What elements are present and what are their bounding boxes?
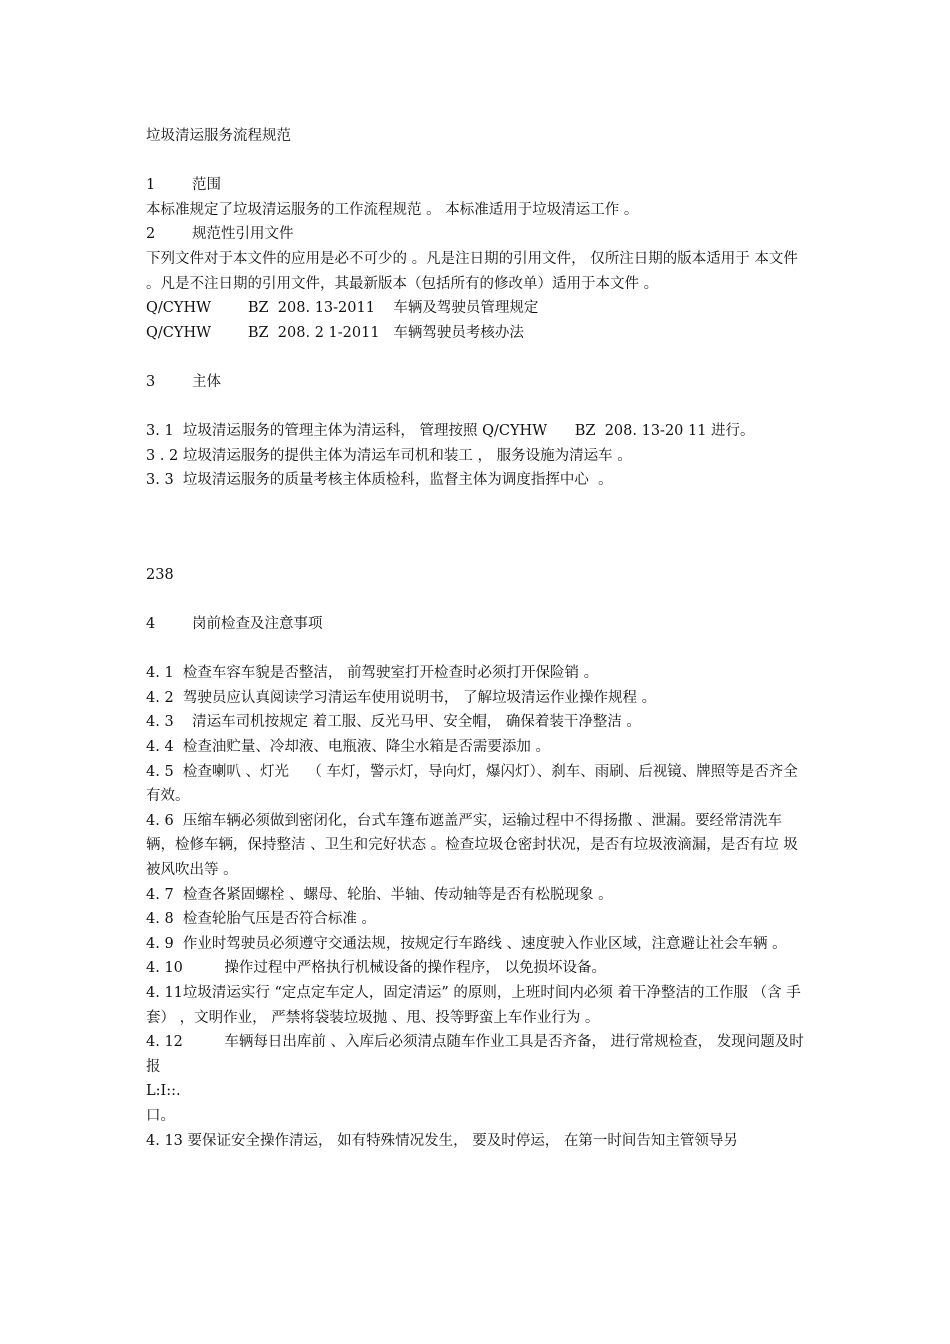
section-1-number: 1 bbox=[146, 177, 156, 194]
section-4-item: 4. 12 车辆每日出库前 、入库后必须清点随车作业工具是否齐备， 进行常规检查， 发现问题及时报 bbox=[146, 1034, 804, 1075]
section-4-item: 4. 11垃圾清运实行 “定点定车定人，固定清运” 的原则，上班时间内必须 着干净整洁的工作服 （含 手套） ，文明作业， 严禁将袋装垃圾抛 、甩、投等野蛮上车作业行为 。 bbox=[146, 985, 801, 1026]
reference-item: Q/CYHW BZ 208. 13-2011 车辆及驾驶员管理规定 bbox=[146, 300, 539, 317]
section-1-title: 范围 bbox=[192, 177, 221, 194]
section-4-item: 4. 5 检查喇叭 、灯光 （ 车灯，警示灯，导向灯，爆闪灯）、刹车、雨刷、后视镜、牌照等是否齐全 有效。 bbox=[146, 763, 803, 805]
section-4-item: 4. 7 检查各紧固螺栓 、螺母、轮胎、半轴、传动轴等是否有松脱现象 。 bbox=[146, 886, 613, 903]
document-title: 垃圾清运服务流程规范 bbox=[146, 128, 291, 144]
section-4-item: 4. 3 清运车司机按规定 着工服、反光马甲、安全帽， 确保着装干净整洁 。 bbox=[146, 714, 641, 731]
document-body bbox=[146, 124, 810, 1153]
section-4-item: L:I::. bbox=[146, 1083, 181, 1100]
section-4-item: 辆，检修车辆，保持整洁 、卫生和完好状态 。检查垃圾仓密封状况，是否有垃圾液滴漏，是否有垃 圾被风吹出等 。 bbox=[146, 837, 798, 879]
section-3-title: 主体 bbox=[192, 373, 221, 390]
section-1-body: 本标准规定了垃圾清运服务的工作流程规范 。 本标准适用于垃圾清运工作 。 bbox=[146, 201, 639, 218]
section-3-item: 3. 3 垃圾清运服务的质量考核主体质检科，监督主体为调度指挥中心 。 bbox=[146, 472, 613, 489]
section-4-number: 4 bbox=[146, 616, 156, 633]
section-4-item: 4. 13 要保证安全操作清运， 如有特殊情况发生， 要及时停运， 在第一时间告知主管领导另 bbox=[146, 1132, 738, 1149]
section-4-item: 口。 bbox=[146, 1107, 175, 1124]
section-4-title: 岗前检查及注意事项 bbox=[192, 616, 323, 633]
section-4-heading bbox=[146, 612, 810, 637]
section-4-item: 4. 4 检查油贮量、冷却液、电瓶液、降尘水箱是否需要添加 。 bbox=[146, 739, 550, 756]
reference-item: Q/CYHW BZ 208. 2 1-2011 车辆驾驶员考核办法 bbox=[146, 324, 524, 341]
section-3-item: 3 . 2 垃圾清运服务的提供主体为清运车司机和装工 ， 服务设施为清运车 。 bbox=[146, 447, 632, 464]
section-4-item: 4. 9 作业时驾驶员必须遵守交通法规，按规定行车路线 、速度驶入作业区域，注意避让社会车辆 。 bbox=[146, 935, 787, 952]
section-3-item: 3. 1 垃圾清运服务的管理主体为清运科， 管理按照 Q/CYHW BZ 208. 13-20 11 进行。 bbox=[146, 423, 755, 440]
section-4-item: 4. 2 驾驶员应认真阅读学习清运车使用说明书， 了解垃圾清运作业操作规程 。 bbox=[146, 689, 657, 706]
section-2-number: 2 bbox=[146, 226, 156, 243]
section-4-item: 4. 6 压缩车辆必须做到密闭化，台式车篷布遮盖严实，运输过程中不得扬撒 、泄漏。要经常清洗车 bbox=[146, 812, 782, 829]
section-1-heading bbox=[146, 173, 810, 198]
section-4-item: 4. 8 检查轮胎气压是否符合标准 。 bbox=[146, 911, 376, 928]
section-2-title: 规范性引用文件 bbox=[192, 226, 294, 243]
section-2-heading bbox=[146, 222, 810, 247]
section-2-body: 下列文件对于本文件的应用是必不可少的 。凡是注日期的引用文件， 仅所注日期的版本适用于 本文件 。凡是不注日期的引用文件，其最新版本（包括所有的修改单）适用于本文件 。 bbox=[146, 250, 803, 292]
section-4-item: 4. 10 操作过程中严格执行机械设备的操作程序， 以免损坏设备。 bbox=[146, 960, 606, 977]
section-3-heading bbox=[146, 370, 810, 395]
page-number: 238 bbox=[146, 566, 174, 583]
section-3-number: 3 bbox=[146, 373, 156, 390]
section-4-item: 4. 1 检查车容车貌是否整洁， 前驾驶室打开检查时必须打开保险销 。 bbox=[146, 665, 599, 682]
